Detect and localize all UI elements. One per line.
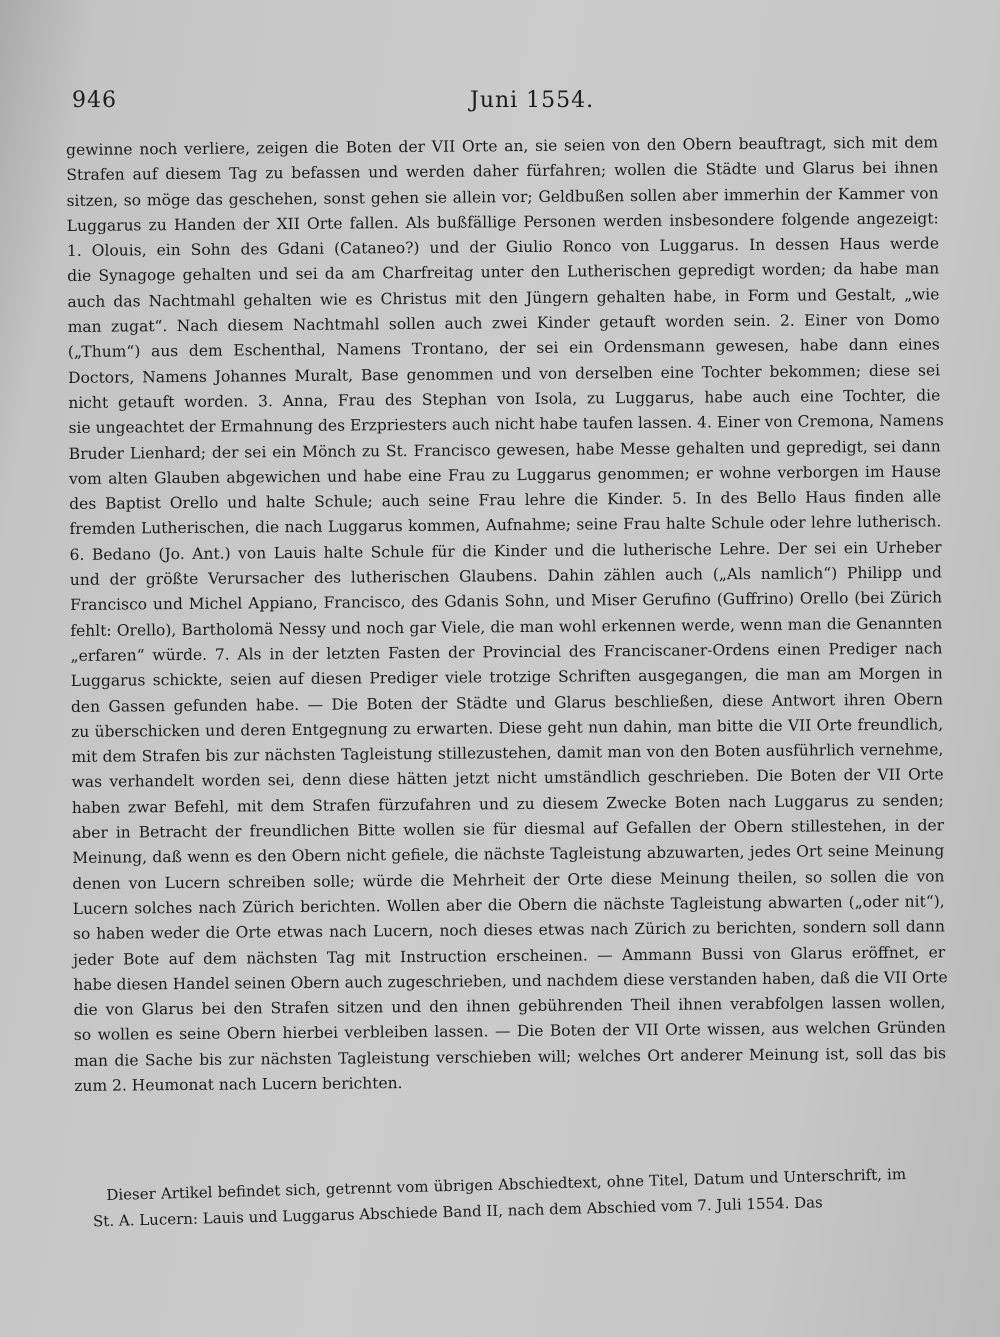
text-line: sie ungeachtet der Ermahnung des Erzpriesters auch nicht habe taufen lassen. 4. Einer von Cremona, Namens xyxy=(68,411,944,438)
text-line: zu überschicken und deren Entgegnung zu erwarten. Diese geht nun dahin, man bitte die VII Orte freundlich, xyxy=(71,715,944,741)
page-number: 946 xyxy=(72,88,117,113)
footnote-line: St. A. Lucern: Lauis und Luggarus Abschiede Band II, nach dem Abschied vom 7. Juli 1554. Das xyxy=(92,1193,823,1231)
page-header xyxy=(72,88,932,118)
text-line: und der größte Verursacher des lutherischen Glaubens. Dahin zählen auch („Als namlich“) Philipp und xyxy=(69,563,942,590)
text-line: nicht getauft worden. 3. Anna, Frau des Stephan von Isola, zu Luggarus, habe auch eine Tochter, die xyxy=(68,386,941,412)
text-line: die von Glarus bei den Strafen sitzen und den ihnen gebührenden Theil ihnen verabfolgen lassen wollen, xyxy=(73,993,946,1020)
text-line: die Synagoge gehalten und sei da am Charfreitag unter den Lutherischen gepredigt worden; da habe man xyxy=(67,259,940,286)
text-line: mit dem Strafen bis zur nächsten Tagleistung stillezustehen, damit man von den Boten ausführlich vernehme, xyxy=(71,740,944,767)
text-line: des Baptist Orello und halte Schule; auch seine Frau lehre die Kinder. 5. In des Bello Haus finden alle xyxy=(69,487,942,514)
body-text xyxy=(66,130,946,1099)
text-line: man zugat“. Nach diesem Nachtmahl sollen auch zwei Kinder getauft worden sein. 2. Einer von Domo xyxy=(67,310,940,337)
text-line: aber in Betracht der freundlichen Bitte wollen sie für diesmal auf Gefallen der Obern stillestehen, in der xyxy=(71,816,945,842)
footnote-line: Dieser Artikel befindet sich, getrennt vom übrigen Abschiedtext, ohne Titel, Datum und Unterschrift, im xyxy=(106,1165,907,1204)
text-line: Lucern solches nach Zürich berichten. Wollen aber die Obern die nächste Tagleistung abwarten („oder nit“), xyxy=(72,892,945,918)
text-line: Meinung, daß wenn es den Obern nicht gefiele, die nächste Tagleistung abzuwarten, jedes Ort seine Meinung xyxy=(72,841,945,868)
text-line: zum 2. Heumonat nach Lucern berichten. xyxy=(74,1074,403,1095)
text-line: Luggarus schickte, seien auf diesen Prediger viele trotzige Schriften ausgegangen, die man am Morgen in xyxy=(70,664,943,691)
text-line: 1. Olouis, ein Sohn des Gdani (Cataneo?) und der Giulio Ronco von Luggarus. In dessen Haus werde xyxy=(66,234,940,261)
text-line: Strafen auf diesem Tag zu befassen und werden daher fürfahren; wollen die Städte und Glarus bei ihnen xyxy=(66,158,939,185)
text-line: Francisco und Michel Appiano, Francisco, des Gdanis Sohn, und Miser Gerufino (Guffrino) Orello (bei Zürich xyxy=(69,588,943,615)
footnote xyxy=(92,1161,907,1234)
text-line: Doctors, Namens Johannes Muralt, Base genommen und von derselben eine Tochter bekommen; diese sei xyxy=(68,361,941,387)
text-line: jeder Bote auf dem nächsten Tag mit Instruction erscheinen. — Ammann Bussi von Glarus eröffnet, er xyxy=(73,942,946,969)
text-line: habe diesen Handel seinen Obern auch zugeschrieben, und nachdem diese verstanden haben, daß die VII Orte xyxy=(73,968,948,994)
text-line: was verhandelt worden sei, denn diese hätten jetzt nicht umständlich geschrieben. Die Boten der VII Orte xyxy=(71,765,944,792)
text-line: „erfaren“ würde. 7. Als in der letzten Fasten der Provincial des Franciscaner-Ordens einen Prediger nach xyxy=(70,639,943,665)
text-line: denen von Lucern schreiben solle; würde die Mehrheit der Orte diese Meinung theilen, so sollen die von xyxy=(72,866,945,893)
text-line: fremden Lutherischen, die nach Luggarus kommen, Aufnahme; seine Frau halte Schule oder lehre lutherisch. xyxy=(69,512,942,539)
text-line: man die Sache bis zur nächsten Tagleistung verschieben will; welches Ort anderer Meinung ist, soll das bis xyxy=(73,1044,947,1070)
text-line: („Thum“) aus dem Eschenthal, Namens Trontano, der sei ein Ordensmann gewesen, habe dann eines xyxy=(67,335,940,362)
text-line: gewinne noch verliere, zeigen die Boten der VII Orte an, sie seien von den Obern beauftragt, sich mit dem xyxy=(66,133,939,159)
text-line: Luggarus zu Handen der XII Orte fallen. Als bußfällige Personen werden insbesondere folgende angezeigt: xyxy=(66,209,939,235)
text-line: so wollen es seine Obern hierbei verbleiben lassen. — Die Boten der VII Orte wissen, aus welchen Gründen xyxy=(73,1018,946,1045)
text-line: haben zwar Befehl, mit dem Strafen fürzufahren und zu diesem Zwecke Boten nach Luggarus zu senden; xyxy=(71,791,944,817)
text-line: den Gassen gefunden habe. — Die Boten der Städte und Glarus beschließen, diese Antwort ihren Obern xyxy=(70,689,944,716)
text-line: sitzen, so möge das geschehen, sonst gehen sie allein vor; Geldbußen sollen aber immerhin der Kammer von xyxy=(66,183,939,210)
text-line: so haben weder die Orte etwas nach Lucern, noch dieses etwas nach Zürich zu berichten, sondern soll dann xyxy=(72,917,945,944)
text-line: fehlt: Orello), Bartholomä Nessy und noch gar Viele, die man wohl erkennen werde, wenn man die Genannten xyxy=(70,614,943,640)
text-line: vom alten Glauben abgewichen und habe eine Frau zu Luggarus genommen; er wohne verborgen im Hause xyxy=(68,462,942,488)
text-line: 6. Bedano (Jo. Ant.) von Lauis halte Schule für die Kinder und die lutherische Lehre. Der sei ein Urheber xyxy=(69,538,942,564)
text-line: Bruder Lienhard; der sei ein Mönch zu St. Francisco gewesen, habe Messe gehalten und gepredigt, sei dann xyxy=(68,436,941,463)
text-line: auch das Nachtmahl gehalten wie es Christus mit den Jüngern gehalten habe, in Form und Gestalt, „wie xyxy=(67,285,940,311)
running-head: Juni 1554. xyxy=(470,88,595,113)
